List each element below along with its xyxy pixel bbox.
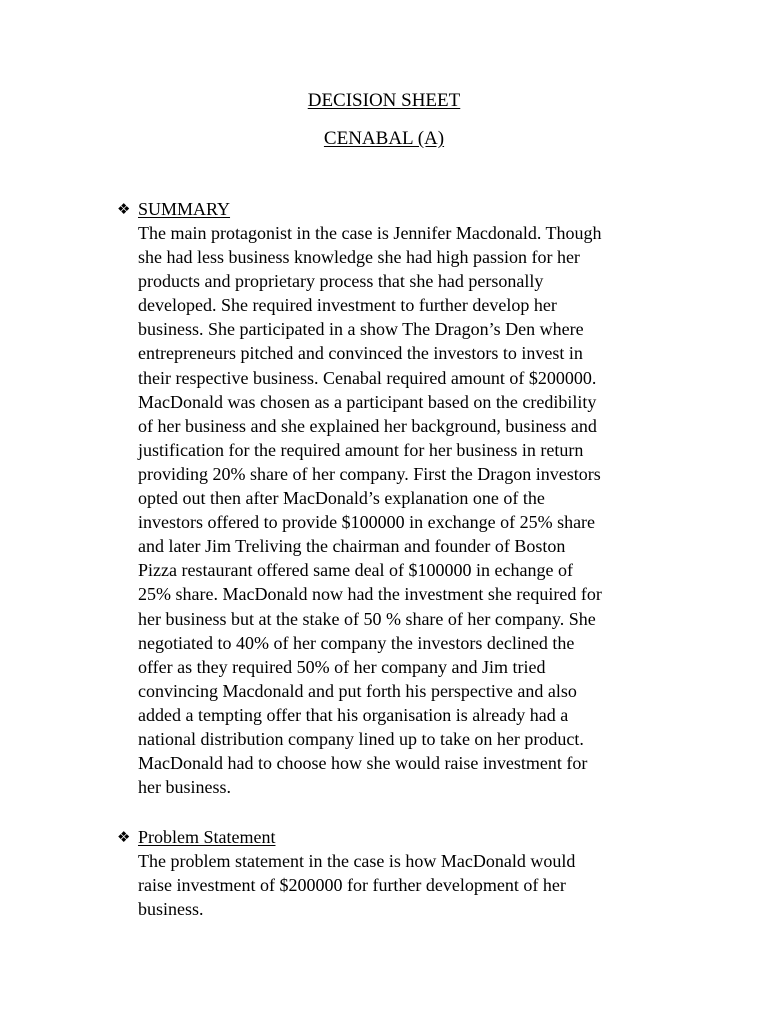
paragraph-line: added a tempting offer that his organisation is already had a — [138, 704, 569, 725]
paragraph-line: opted out then after MacDonald’s explanation one of the — [138, 488, 545, 509]
paragraph-line: her business. — [138, 777, 231, 798]
paragraph-line: her business but at the stake of 50 % share of her company. She — [138, 608, 596, 629]
paragraph-line: and later Jim Treliving the chairman and founder of Boston — [138, 536, 566, 557]
paragraph-line: The main protagonist in the case is Jennifer Macdonald. Though — [138, 223, 602, 243]
paragraph-line: investors offered to provide $100000 in exchange of 25% share — [138, 512, 596, 533]
summary-heading: SUMMARY — [138, 199, 231, 219]
paragraph-line: entrepreneurs pitched and convinced the investors to invest in — [138, 343, 583, 364]
summary-paragraph — [138, 221, 678, 799]
paragraph-line: developed. She required investment to further develop her — [138, 295, 557, 316]
paragraph-line: their respective business. Cenabal required amount of $200000. — [138, 367, 597, 388]
paragraph-line: 25% share. MacDonald now had the investment she required for — [138, 584, 602, 605]
problem-statement-heading: Problem Statement — [138, 827, 276, 847]
problem-statement-paragraph — [138, 849, 678, 921]
paragraph-line: products and proprietary process that she had personally — [138, 271, 544, 292]
paragraph-line: The problem statement in the case is how MacDonald would — [138, 851, 576, 871]
problem-heading-row — [117, 825, 677, 849]
paragraph-line: business. — [138, 899, 204, 920]
paragraph-line: offer as they required 50% of her company and Jim tried — [138, 656, 546, 677]
paragraph-line: national distribution company lined up to take on her product. — [138, 728, 584, 749]
document-title: DECISION SHEET — [307, 90, 461, 111]
paragraph-line: negotiated to 40% of her company the investors declined the — [138, 632, 575, 653]
summary-heading-row — [117, 197, 677, 221]
paragraph-line: raise investment of $200000 for further development of her — [138, 875, 566, 896]
paragraph-line: Pizza restaurant offered same deal of $100000 in echange of — [138, 560, 573, 581]
paragraph-line: she had less business knowledge she had high passion for her — [138, 247, 580, 268]
paragraph-line: justification for the required amount for her business in return — [138, 439, 584, 460]
paragraph-line: business. She participated in a show The Dragon’s Den where — [138, 319, 584, 340]
paragraph-line: MacDonald had to choose how she would raise investment for — [138, 753, 588, 774]
paragraph-line: of her business and she explained her background, business and — [138, 415, 597, 436]
diamond-bullet-icon: ❖ — [117, 200, 131, 218]
document-subtitle: CENABAL (A) — [323, 128, 445, 149]
diamond-bullet-icon: ❖ — [117, 828, 131, 846]
problem-statement-section — [117, 825, 677, 921]
paragraph-line: providing 20% share of her company. First the Dragon investors — [138, 463, 601, 484]
paragraph-line: convincing Macdonald and put forth his perspective and also — [138, 680, 577, 701]
summary-section — [117, 197, 677, 799]
paragraph-line: MacDonald was chosen as a participant based on the credibility — [138, 391, 597, 412]
